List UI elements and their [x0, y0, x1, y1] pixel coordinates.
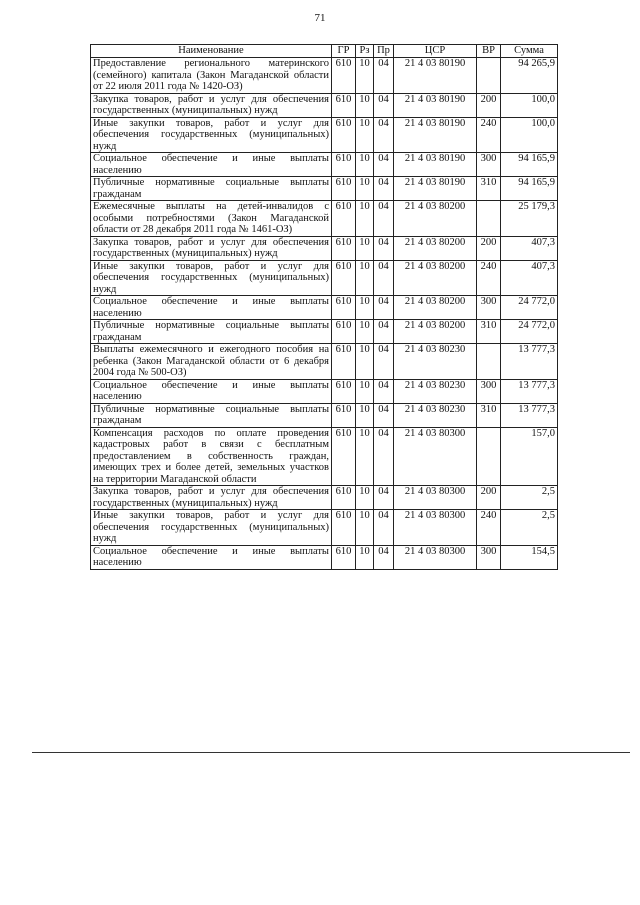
- cell-csr: 21 4 03 80230: [394, 403, 477, 427]
- cell-gr: 610: [332, 344, 356, 380]
- table-row: [91, 344, 558, 380]
- table-row: [91, 260, 558, 296]
- table-row: [91, 58, 558, 94]
- cell-name: Выплаты ежемесячного и ежегодного пособия на ребенка (Закон Магаданской области от 6 декабря 2004 года № 500-ОЗ): [91, 344, 332, 380]
- cell-vr: 200: [477, 93, 501, 117]
- cell-sum: 157,0: [501, 427, 558, 486]
- cell-gr: 610: [332, 236, 356, 260]
- cell-sum: 94 165,9: [501, 177, 558, 201]
- cell-gr: 610: [332, 260, 356, 296]
- cell-pr: 04: [374, 403, 394, 427]
- cell-csr: 21 4 03 80190: [394, 117, 477, 153]
- cell-csr: 21 4 03 80200: [394, 260, 477, 296]
- cell-vr: 240: [477, 510, 501, 546]
- cell-gr: 610: [332, 510, 356, 546]
- cell-csr: 21 4 03 80200: [394, 320, 477, 344]
- cell-csr: 21 4 03 80190: [394, 58, 477, 94]
- cell-gr: 610: [332, 93, 356, 117]
- cell-sum: 24 772,0: [501, 296, 558, 320]
- column-header-csr: ЦСР: [394, 45, 477, 58]
- column-header-rz: Рз: [356, 45, 374, 58]
- cell-rz: 10: [356, 296, 374, 320]
- column-header-pr: Пр: [374, 45, 394, 58]
- table-row: [91, 117, 558, 153]
- cell-sum: 2,5: [501, 486, 558, 510]
- table-body: [91, 58, 558, 570]
- cell-name: Социальное обеспечение и иные выплаты населению: [91, 296, 332, 320]
- cell-name: Закупка товаров, работ и услуг для обеспечения государственных (муниципальных) нужд: [91, 486, 332, 510]
- cell-rz: 10: [356, 320, 374, 344]
- cell-gr: 610: [332, 403, 356, 427]
- page-number: 71: [314, 12, 326, 24]
- cell-pr: 04: [374, 58, 394, 94]
- cell-sum: 407,3: [501, 260, 558, 296]
- cell-gr: 610: [332, 320, 356, 344]
- table-row: [91, 296, 558, 320]
- table-row: [91, 320, 558, 344]
- cell-vr: [477, 201, 501, 237]
- cell-rz: 10: [356, 236, 374, 260]
- cell-name: Социальное обеспечение и иные выплаты населению: [91, 153, 332, 177]
- cell-pr: 04: [374, 379, 394, 403]
- cell-gr: 610: [332, 427, 356, 486]
- cell-csr: 21 4 03 80300: [394, 510, 477, 546]
- cell-vr: 300: [477, 379, 501, 403]
- cell-csr: 21 4 03 80190: [394, 177, 477, 201]
- cell-sum: 24 772,0: [501, 320, 558, 344]
- table-row: [91, 403, 558, 427]
- table-row: [91, 201, 558, 237]
- column-header-name: Наименование: [91, 45, 332, 58]
- cell-csr: 21 4 03 80190: [394, 93, 477, 117]
- cell-name: Закупка товаров, работ и услуг для обеспечения государственных (муниципальных) нужд: [91, 93, 332, 117]
- cell-vr: 310: [477, 177, 501, 201]
- cell-csr: 21 4 03 80300: [394, 486, 477, 510]
- cell-name: Иные закупки товаров, работ и услуг для обеспечения государственных (муниципальных) нужд: [91, 510, 332, 546]
- cell-vr: 200: [477, 236, 501, 260]
- cell-name: Иные закупки товаров, работ и услуг для обеспечения государственных (муниципальных) нужд: [91, 260, 332, 296]
- cell-name: Иные закупки товаров, работ и услуг для обеспечения государственных (муниципальных) нужд: [91, 117, 332, 153]
- cell-csr: 21 4 03 80200: [394, 296, 477, 320]
- cell-vr: 200: [477, 486, 501, 510]
- cell-rz: 10: [356, 545, 374, 569]
- cell-rz: 10: [356, 403, 374, 427]
- cell-rz: 10: [356, 379, 374, 403]
- column-header-sum: Сумма: [501, 45, 558, 58]
- column-header-vr: ВР: [477, 45, 501, 58]
- cell-vr: 240: [477, 117, 501, 153]
- cell-rz: 10: [356, 117, 374, 153]
- cell-vr: 310: [477, 403, 501, 427]
- cell-pr: 04: [374, 320, 394, 344]
- cell-pr: 04: [374, 486, 394, 510]
- cell-sum: 13 777,3: [501, 403, 558, 427]
- cell-csr: 21 4 03 80200: [394, 236, 477, 260]
- cell-sum: 94 165,9: [501, 153, 558, 177]
- table-row: [91, 545, 558, 569]
- cell-rz: 10: [356, 153, 374, 177]
- cell-pr: 04: [374, 260, 394, 296]
- cell-gr: 610: [332, 117, 356, 153]
- cell-pr: 04: [374, 177, 394, 201]
- budget-table: [90, 44, 558, 570]
- table-row: [91, 427, 558, 486]
- table-row: [91, 93, 558, 117]
- cell-sum: 407,3: [501, 236, 558, 260]
- cell-pr: 04: [374, 296, 394, 320]
- cell-vr: 310: [477, 320, 501, 344]
- cell-name: Предоставление регионального материнского (семейного) капитала (Закон Магаданской области от 22 июля 2011 года № 1420-ОЗ): [91, 58, 332, 94]
- cell-sum: 94 265,9: [501, 58, 558, 94]
- cell-csr: 21 4 03 80230: [394, 379, 477, 403]
- cell-rz: 10: [356, 260, 374, 296]
- cell-rz: 10: [356, 93, 374, 117]
- cell-pr: 04: [374, 93, 394, 117]
- cell-pr: 04: [374, 545, 394, 569]
- table-row: [91, 177, 558, 201]
- cell-gr: 610: [332, 177, 356, 201]
- cell-vr: [477, 344, 501, 380]
- cell-sum: 100,0: [501, 117, 558, 153]
- cell-rz: 10: [356, 486, 374, 510]
- cell-name: Социальное обеспечение и иные выплаты населению: [91, 545, 332, 569]
- cell-pr: 04: [374, 510, 394, 546]
- table-header-row: [91, 45, 558, 58]
- cell-gr: 610: [332, 201, 356, 237]
- cell-name: Компенсация расходов по оплате проведения кадастровых работ в связи с бесплатным предоставлением в собственность граждан, имеющих трех и более детей, земельных участков на территории Магаданской области: [91, 427, 332, 486]
- cell-vr: [477, 427, 501, 486]
- cell-gr: 610: [332, 545, 356, 569]
- cell-rz: 10: [356, 177, 374, 201]
- table-row: [91, 510, 558, 546]
- cell-vr: [477, 58, 501, 94]
- cell-pr: 04: [374, 117, 394, 153]
- cell-vr: 300: [477, 545, 501, 569]
- table-row: [91, 379, 558, 403]
- table-row: [91, 153, 558, 177]
- cell-name: Ежемесячные выплаты на детей-инвалидов с особыми потребностями (Закон Магаданской области от 28 декабря 2011 года № 1461-ОЗ): [91, 201, 332, 237]
- cell-pr: 04: [374, 236, 394, 260]
- cell-sum: 25 179,3: [501, 201, 558, 237]
- cell-gr: 610: [332, 486, 356, 510]
- cell-csr: 21 4 03 80300: [394, 545, 477, 569]
- cell-gr: 610: [332, 296, 356, 320]
- cell-vr: 240: [477, 260, 501, 296]
- cell-sum: 100,0: [501, 93, 558, 117]
- cell-name: Публичные нормативные социальные выплаты гражданам: [91, 320, 332, 344]
- cell-rz: 10: [356, 201, 374, 237]
- cell-rz: 10: [356, 344, 374, 380]
- cell-gr: 610: [332, 153, 356, 177]
- cell-rz: 10: [356, 58, 374, 94]
- cell-name: Социальное обеспечение и иные выплаты населению: [91, 379, 332, 403]
- cell-name: Публичные нормативные социальные выплаты гражданам: [91, 177, 332, 201]
- cell-name: Закупка товаров, работ и услуг для обеспечения государственных (муниципальных) нужд: [91, 236, 332, 260]
- cell-vr: 300: [477, 153, 501, 177]
- cell-gr: 610: [332, 379, 356, 403]
- cell-pr: 04: [374, 153, 394, 177]
- table-row: [91, 236, 558, 260]
- cell-sum: 2,5: [501, 510, 558, 546]
- cell-csr: 21 4 03 80300: [394, 427, 477, 486]
- cell-pr: 04: [374, 344, 394, 380]
- cell-sum: 13 777,3: [501, 344, 558, 380]
- cell-name: Публичные нормативные социальные выплаты гражданам: [91, 403, 332, 427]
- cell-sum: 13 777,3: [501, 379, 558, 403]
- cell-rz: 10: [356, 427, 374, 486]
- cell-sum: 154,5: [501, 545, 558, 569]
- cell-vr: 300: [477, 296, 501, 320]
- cell-pr: 04: [374, 201, 394, 237]
- cell-gr: 610: [332, 58, 356, 94]
- cell-csr: 21 4 03 80190: [394, 153, 477, 177]
- cell-rz: 10: [356, 510, 374, 546]
- table-row: [91, 486, 558, 510]
- cell-csr: 21 4 03 80230: [394, 344, 477, 380]
- cell-pr: 04: [374, 427, 394, 486]
- column-header-gr: ГР: [332, 45, 356, 58]
- cell-csr: 21 4 03 80200: [394, 201, 477, 237]
- page-bottom-rule: [32, 752, 630, 753]
